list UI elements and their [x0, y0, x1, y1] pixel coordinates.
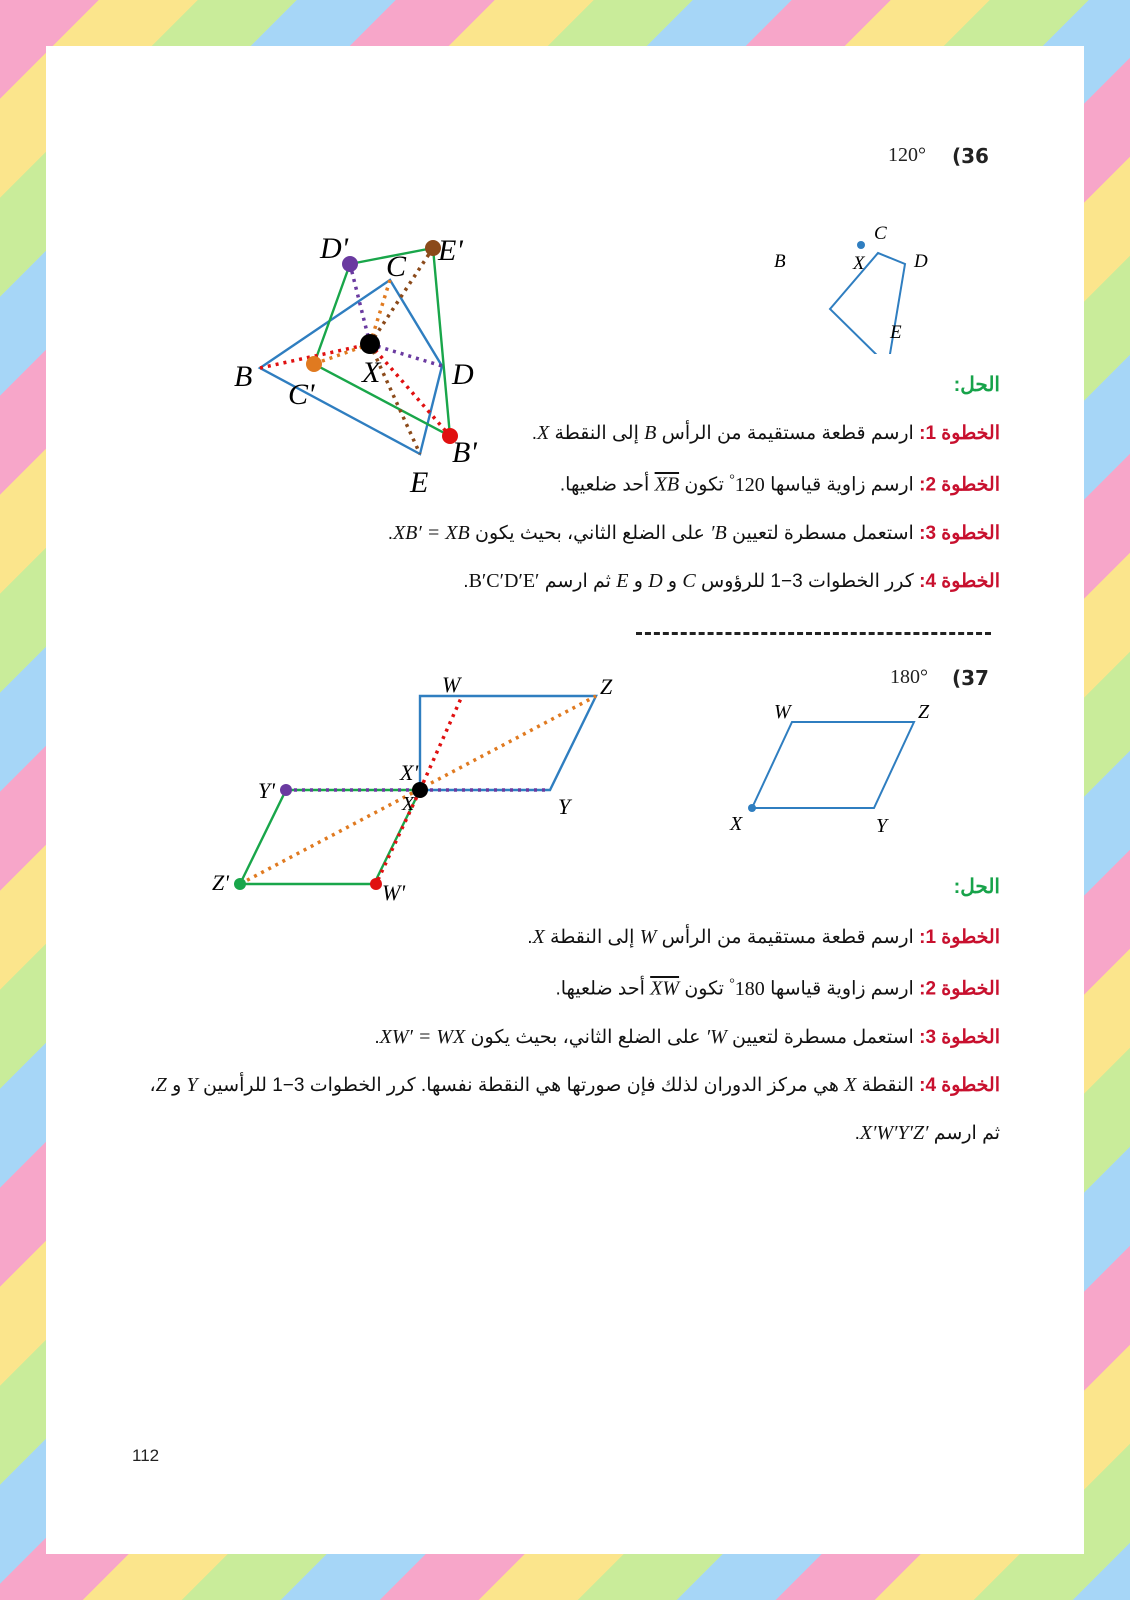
label-b: B: [774, 251, 786, 272]
section-divider: [636, 632, 991, 635]
point-z-prime: [234, 878, 246, 890]
label-y-prime: Y': [258, 778, 275, 803]
point-x: [857, 241, 865, 249]
label-x: X: [730, 813, 743, 835]
label-x: X: [402, 793, 415, 815]
image-parallelogram: [240, 790, 420, 884]
label-x: X: [362, 356, 381, 389]
page: [46, 46, 1084, 1554]
label-c: C: [874, 223, 887, 244]
step-36-3: الخطوة 3: استعمل مسطرة لتعيين B′ على الضلع الثاني، بحيث يكون XB′ = XB.: [387, 522, 1000, 544]
problem-36-number: (36: [952, 144, 989, 168]
label-x-prime: X': [400, 760, 419, 785]
label-d: D: [914, 251, 928, 272]
label-z: Z: [600, 674, 613, 699]
label-w-prime: W': [382, 880, 406, 905]
point-y-prime: [280, 784, 292, 796]
solution-label-36: الحل:: [953, 374, 1000, 396]
problem-37-angle: 180°: [890, 666, 928, 688]
step-37-4-continued: ثم ارسم X′W′Y′Z′.: [854, 1122, 1000, 1144]
label-x: X: [853, 253, 865, 274]
label-b-prime: B': [452, 436, 477, 469]
segment-xc: [370, 280, 390, 344]
point-x: [360, 334, 380, 354]
label-c-prime: C': [288, 378, 315, 411]
segment-xw: [420, 696, 462, 790]
label-e: E: [890, 322, 902, 343]
label-w: W: [774, 701, 791, 723]
label-e-prime: E': [438, 234, 463, 267]
label-e: E: [410, 466, 429, 499]
page-number: 112: [132, 1446, 160, 1465]
point-x: [748, 804, 756, 812]
step-37-2: الخطوة 2: ارسم زاوية قياسها °180 تكون XW أحد ضلعيها.: [555, 976, 1000, 1000]
problem-37-number: (37: [952, 666, 989, 690]
step-36-4: الخطوة 4: كرر الخطوات 3−1 للرؤوس C و D و E ثم ارسم B′C′D′E′.: [463, 570, 1000, 592]
problem-37-rotation-figure: [206, 668, 656, 908]
point-w-prime: [370, 878, 382, 890]
problem-36-rotation-figure: [206, 176, 566, 506]
step-37-3: الخطوة 3: استعمل مسطرة لتعيين W′ على الضلع الثاني، بحيث يكون XW′ = WX.: [374, 1026, 1000, 1048]
label-z: Z: [918, 701, 930, 723]
point-c-prime: [306, 356, 322, 372]
problem-37-original-figure: [718, 698, 978, 848]
step-36-2: الخطوة 2: ارسم زاوية قياسها °120 تكون XB أحد ضلعيها.: [559, 472, 1000, 496]
original-quadrilateral: [260, 280, 442, 454]
problem-36-original-figure: [766, 174, 966, 354]
solution-label-37: الحل:: [953, 876, 1000, 898]
label-y: Y: [558, 794, 571, 819]
step-37-4: الخطوة 4: النقطة X هي مركز الدوران لذلك فإن صورتها هي النقطة نفسها. كرر الخطوات 3−1 للرأسين Y و Z،: [149, 1074, 1000, 1096]
label-z-prime: Z': [212, 870, 229, 895]
original-parallelogram: [752, 722, 914, 808]
label-d: D: [452, 358, 474, 391]
problem-36-angle: 120°: [888, 144, 926, 166]
label-y: Y: [876, 815, 888, 837]
label-w: W: [442, 672, 461, 697]
label-d-prime: D': [320, 232, 349, 265]
step-37-1: الخطوة 1: ارسم قطعة مستقيمة من الرأس W إلى النقطة X.: [527, 926, 1000, 948]
step-36-1: الخطوة 1: ارسم قطعة مستقيمة من الرأس B إلى النقطة X.: [531, 422, 1000, 444]
label-b: B: [234, 360, 253, 393]
label-c: C: [386, 250, 407, 283]
